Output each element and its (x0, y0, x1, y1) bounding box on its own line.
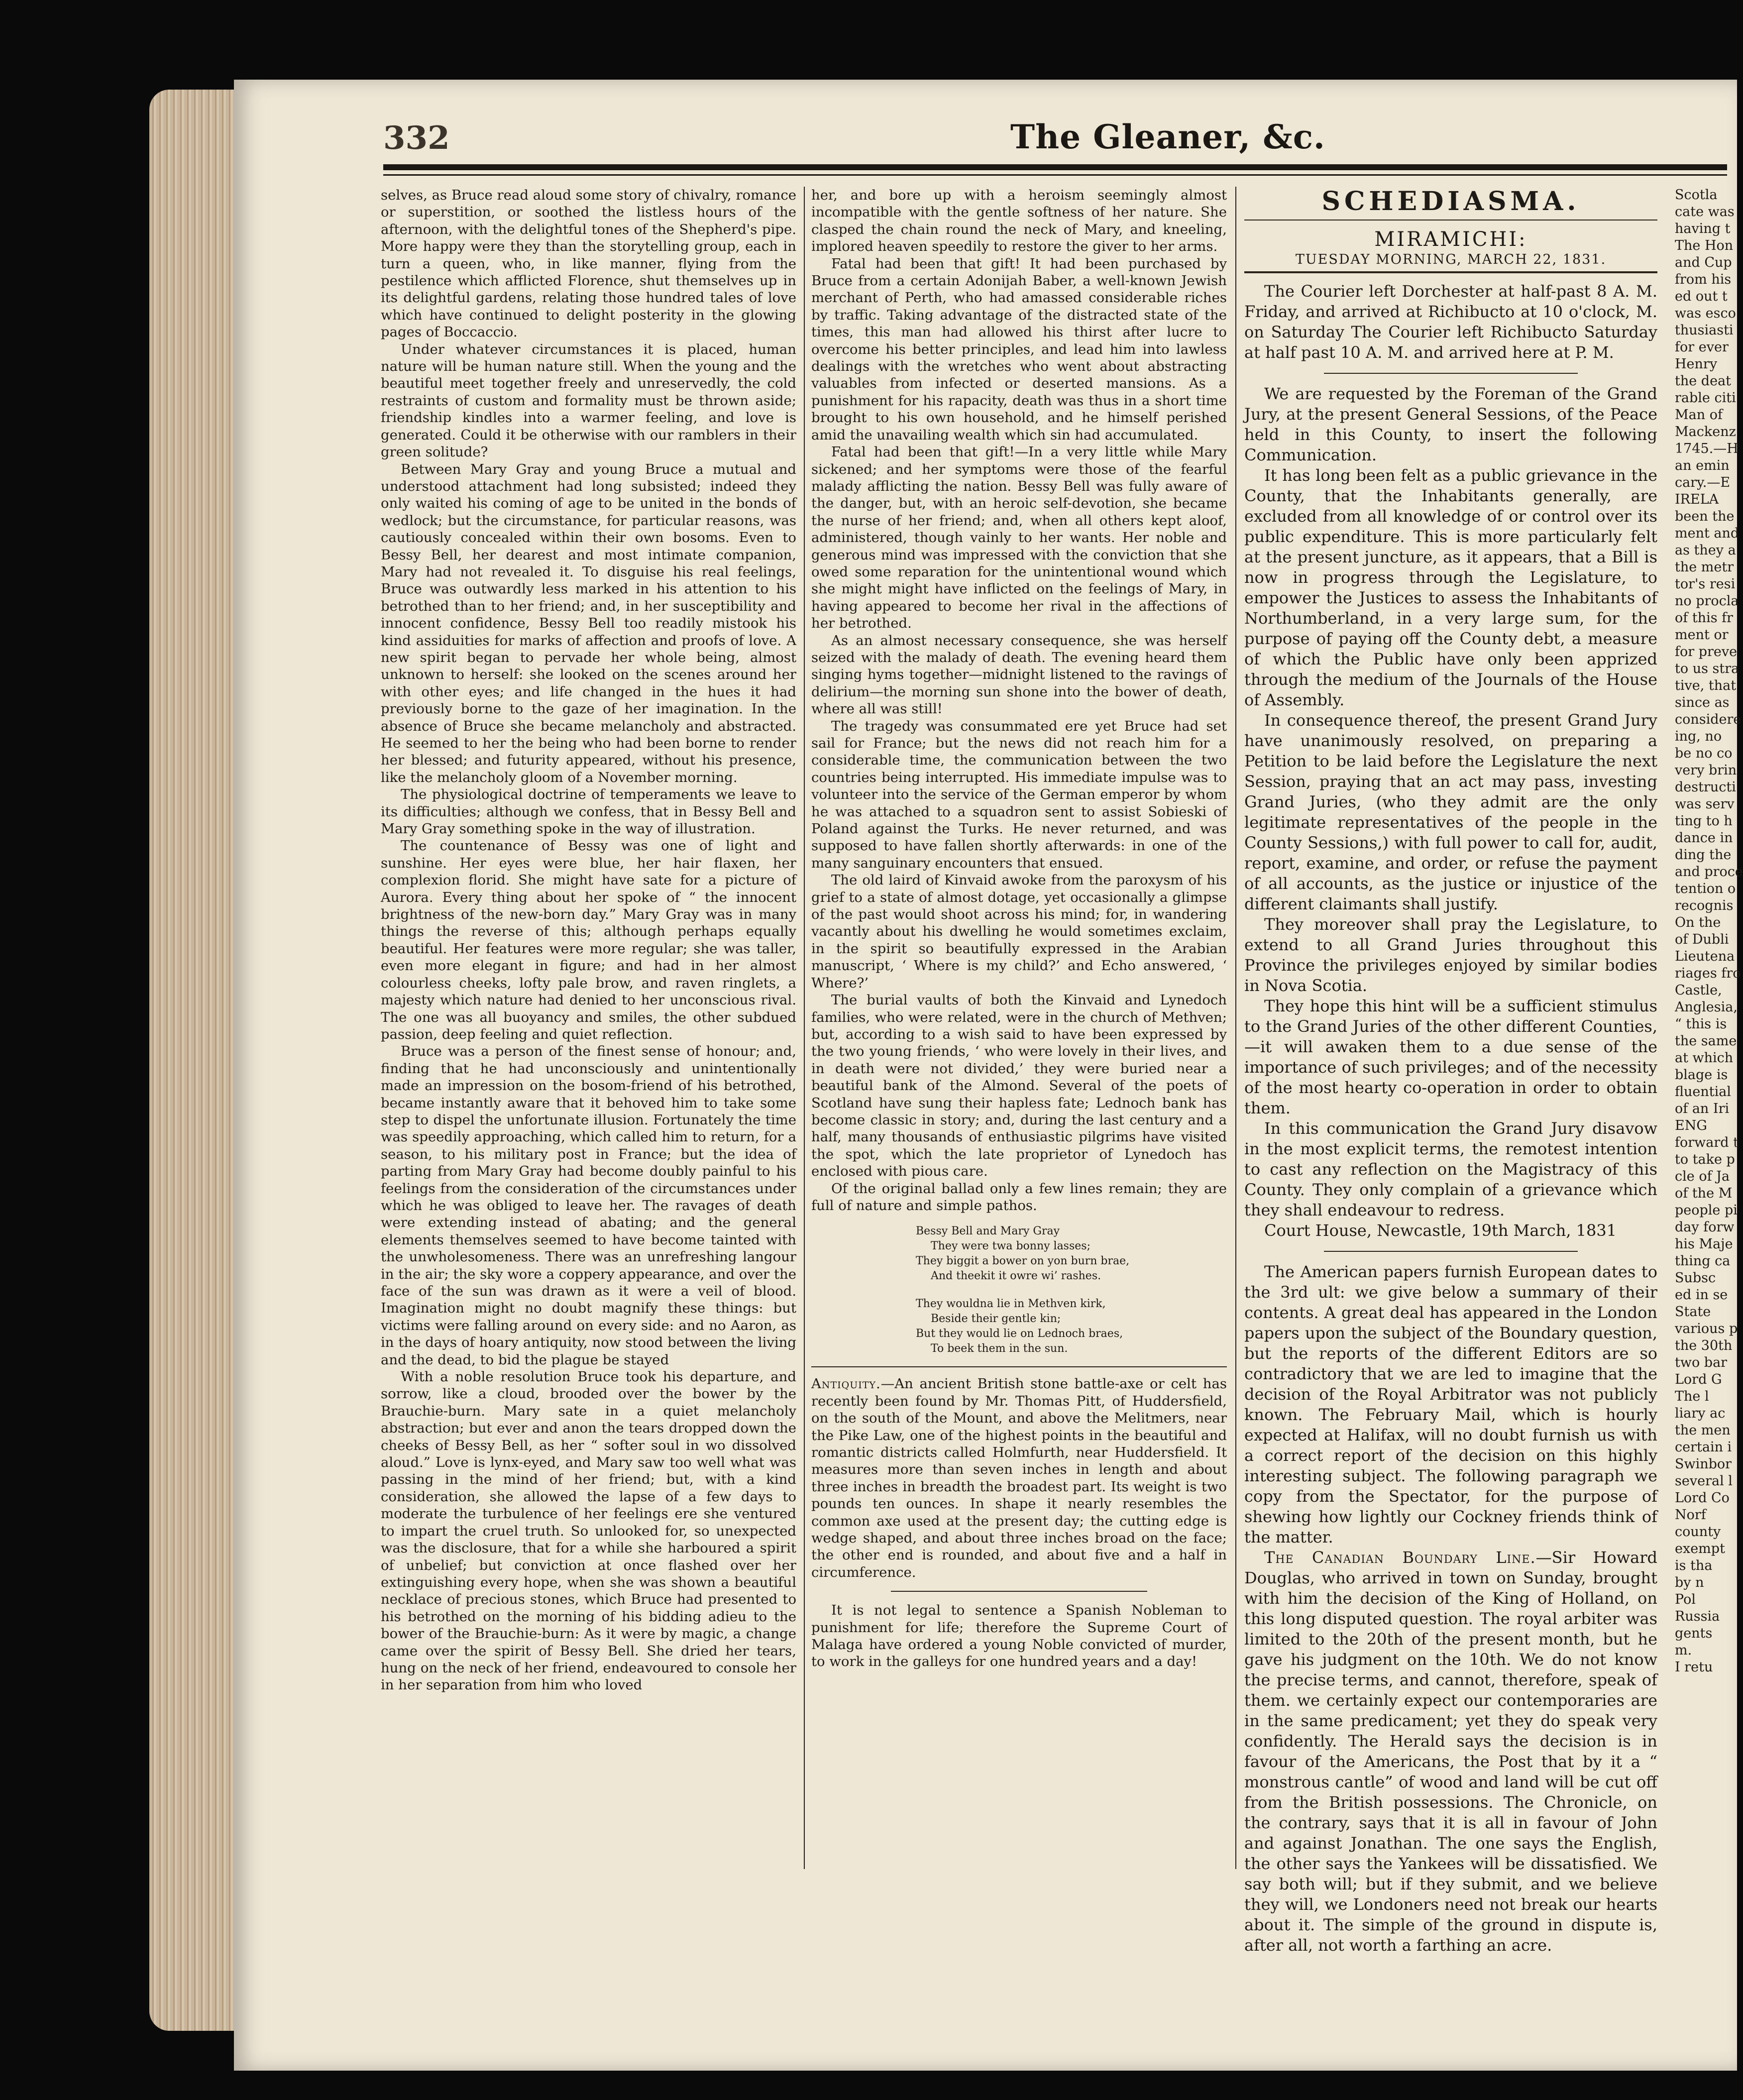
running-title: The Gleaner, &c. (1010, 117, 1325, 156)
cut-line: Lieutena (1675, 949, 1735, 964)
paragraph: Under whatever circumstances it is placed, human nature will be human nature still. When the young and the beautiful meet together freely and unreservedly, the cold restraints of custom and formality must be thrown aside; friendship kindles into a warmer feeling, and love is generated. Could it be otherwise with our ramblers in their green solitude? (381, 341, 796, 460)
cut-line: ting to h (1675, 813, 1733, 829)
cut-line: destructi (1675, 779, 1736, 795)
paragraph: As an almost necessary consequence, she was herself seized with the malady of death. The evening heard them singing hyms together—midnight listened to the ravings of delirium—the morning sun shone into the bower of death, where all was still! (811, 632, 1227, 717)
cut-line: The l (1675, 1389, 1709, 1404)
cut-line: of Dubli (1675, 932, 1729, 947)
paragraph: In consequence thereof, the present Grand Jury have unanimously resolved, on preparing a Petition to be laid before the Legislature the next Session, praying that an act may pass, investing Grand Juries, (who they admit are the only legitimate representatives of the people in the County Sessions,) with full power to call for, audit, report, examine, and order, or refuse the payment of all accounts, as the justice or injustice of the different claimants shall justify. (1244, 711, 1657, 913)
column-divider (804, 187, 805, 1869)
cut-line: is tha (1675, 1558, 1713, 1573)
cut-line: the metr (1675, 559, 1734, 575)
cut-line: On the (1675, 915, 1721, 930)
verse-line: But they would lie on Lednoch braes, (916, 1327, 1123, 1340)
column-2 (811, 187, 1227, 1670)
cut-line: Lord G (1675, 1372, 1722, 1387)
paragraph: The burial vaults of both the Kinvaid and Lynedoch families, who were related, were in the church of Methven; but, according to a wish said to have been expressed by the two young friends, ‘ who were lovely in their lives, and in death were not divided,’ they were buried near a beautiful bank of the Almond. Several of the poets of Scotland have sung their hapless fate; Lednoch bank has become classic in story; and, during the last century and a half, many thousands of enthusiastic pilgrims have visited the spot, which the late proprietor of Lynedoch has enclosed with pious care. (811, 992, 1227, 1180)
cut-line: gents (1675, 1626, 1713, 1641)
cut-line: Pol (1675, 1592, 1696, 1607)
cut-line: various p (1675, 1321, 1738, 1336)
verse-line: They wouldna lie in Methven kirk, (916, 1298, 1106, 1311)
paragraph: They moreover shall pray the Legislature, to extend to all Grand Juries throughout this Province the privileges enjoyed by similar bodies in Nova Scotia. (1244, 915, 1657, 995)
cut-line: Castle, (1675, 983, 1722, 998)
paragraph: The old laird of Kinvaid awoke from the paroxysm of his grief to a state of almost dotage, yet occasionally a glimpse of the past would shoot across his mind; for, in wandering vacantly about his dwelling he would sometimes exclaim, in the spirit so beautifully expressed in the Arabian manuscript, ‘ Where is my child?’ and Echo answered, ‘ Where?’ (811, 872, 1227, 991)
article-separator (1324, 373, 1578, 374)
cut-line: for preve (1675, 644, 1738, 660)
cut-line: no procla (1675, 593, 1739, 609)
cut-line: Man of (1675, 407, 1723, 423)
masthead-title: SCHEDIASMA. (1321, 186, 1580, 217)
cut-line: tention o (1675, 881, 1736, 896)
cut-line: ENG (1675, 1118, 1707, 1133)
cut-line: since as (1675, 695, 1730, 710)
verse-line: And theekit it owre wi’ rashes. (931, 1270, 1101, 1283)
cut-line: day forw (1675, 1219, 1735, 1235)
article-body: —Sir Howard Douglas, who arrived in town on Sunday, brought with him the decision of the King of Holland, on this long disputed question. The royal arbiter was limited to the 20th of the present month, but he gave his judgment on the 10th. We do not know the precise terms, and cannot, therefore, speak of them. we certainly expect our contemporaries are in the same predicament; yet they do speak very confidently. The Herald says the decision is in favour of the Americans, the Post that by it a “ monstrous cantle” of wood and land will be cut off from the British possessions. The Chronicle, on the contrary, says that it is all in favour of John and against Jonathan. The one says the English, the other says the Yankees will be dissatisfied. We say both will; but if they submit, and we believe they will, we Londoners need not break our hearts about it. The simple of the ground in dispute is, after all, not worth a farthing an acre. (1244, 1548, 1657, 1955)
cut-line: “ this is (1675, 1016, 1727, 1032)
cut-line: Subsc (1675, 1270, 1716, 1286)
cut-line: people pi (1675, 1203, 1738, 1218)
cut-line: recognis (1675, 898, 1734, 913)
cut-line: of an Iri (1675, 1101, 1730, 1116)
cut-line: and proce (1675, 864, 1743, 880)
header-rule-thin (383, 174, 1727, 176)
cut-line: forward t (1675, 1135, 1739, 1150)
cut-line: at which (1675, 1050, 1734, 1066)
cut-line: the men (1675, 1423, 1731, 1438)
masthead (1244, 187, 1657, 273)
cut-line: Russia (1675, 1609, 1720, 1624)
cut-line: liary ac (1675, 1406, 1726, 1421)
header-rule (383, 164, 1727, 170)
cut-line: cle of Ja (1675, 1169, 1730, 1184)
cut-line: by n (1675, 1575, 1704, 1590)
book-edge (149, 90, 244, 2031)
cut-line: ment and (1675, 526, 1740, 541)
paragraph: We are requested by the Foreman of the Grand Jury, at the present General Sessions, of the Peace held in this County, to insert the following Communication. (1244, 384, 1657, 464)
cut-line: The Hon (1675, 238, 1734, 253)
cut-line: 1745.—H (1675, 441, 1739, 456)
cut-line: been the (1675, 509, 1735, 524)
spanish-article: It is not legal to sentence a Spanish Nobleman to punishment for life; therefore the Supreme Court of Malaga have ordered a young Noble convicted of murder, to work in the galleys for one hundred years and a day! (811, 1602, 1227, 1670)
cut-line: tive, that (1675, 678, 1737, 693)
page-header (383, 114, 1727, 169)
verse-line: They were twa bonny lasses; (931, 1240, 1090, 1253)
cut-line: thing ca (1675, 1253, 1731, 1269)
cut-line: IRELA (1675, 492, 1719, 507)
paragraph: Between Mary Gray and young Bruce a mutual and understood attachment had long subsisted; indeed they only waited his coming of age to be united in the bonds of wedlock; but the circumstance, for particular reasons, was cautiously concealed within their own bosoms. Even to Bessy Bell, her dearest and most intimate companion, Mary had not revealed it. To disguise his real feelings, Bruce was outwardly less marked in his attention to his betrothed than to her friend; and, in her susceptibility and innocent confidence, Bessy Bell too readily mistook his kind assiduities for marks of affection and proofs of love. A new spirit began to pervade her whole being, almost unknown to herself: she looked on the scenes around her with other eyes; and life changed in the hues it had previously borne to the gaze of her imagination. In the absence of Bruce she became melancholy and abstracted. He seemed to her the being who had been borne to render her blessed; and futurity appeared, without his presence, like the melancholy gloom of a November morning. (381, 461, 796, 785)
cut-line: of the M (1675, 1186, 1733, 1201)
column-4-cut (1655, 187, 1743, 1676)
cut-line: the 30th (1675, 1338, 1733, 1353)
paragraph: Fatal had been that gift! It had been purchased by Bruce from a certain Adonijah Baber, a well-known Jewish merchant of Perth, who had amassed considerable riches by traffic. Taking advantage of the distracted state of the times, this man had allowed his thirst after lucre to overcome his better principles, and lead him into lawless dealings with the wretches who went about abstracting valuables from infected or deserted mansions. As a punishment for his rapacity, death was thus in a short time brought to his own household, and he himself perished amid the unavailing wealth which sin had accumulated. (811, 255, 1227, 443)
boundary-article (1244, 1547, 1657, 1956)
masthead-date: TUESDAY MORNING, MARCH 22, 1831. (1295, 252, 1607, 267)
cut-line: to take p (1675, 1152, 1735, 1167)
cut-line: ed out t (1675, 289, 1728, 304)
ballad-verse (916, 1224, 1227, 1356)
cut-line: I retu (1675, 1659, 1713, 1675)
paragraph: The countenance of Bessy was one of light and sunshine. Her eyes were blue, her hair flaxen, her complexion florid. She might have sate for a picture of Aurora. Every thing about her spoke of “ the innocent brightness of the new-born day.” Mary Gray was in many things the reverse of this; although perhaps equally beautiful. Her features were more regular; she was taller, even more elegant in figure; and had in her almost colourless cheeks, lofty pale brow, and raven ringlets, a majesty which nature had denied to her unconscious rival. The one was all buoyancy and smiles, the other subdued passion, deep feeling and quiet reflection. (381, 838, 796, 1042)
cut-line: was serv (1675, 796, 1735, 812)
section-rule (811, 1366, 1227, 1367)
column-1 (381, 187, 796, 1694)
paragraph: Of the original ballad only a few lines remain; they are full of nature and simple pathos. (811, 1180, 1227, 1214)
article-lead: Antiquity. (811, 1376, 881, 1392)
cut-line: an emin (1675, 458, 1730, 473)
cut-line: was esco (1675, 306, 1736, 321)
masthead-place: MIRAMICHI: (1374, 228, 1527, 251)
verse-line: To beek them in the sun. (931, 1342, 1068, 1355)
cut-line: Swinbor (1675, 1456, 1732, 1472)
article-body: —An ancient British stone battle-axe or celt has recently been found by Mr. Thomas Pitt, of Huddersfield, on the south of the Mount, and above the Melitmers, near the Pike Law, one of the highest points in the beautiful and romantic districts called Holmfurth, near Huddersfield. It measures more than seven inches in length and about three inches in breadth the broadest part. Its weight is two pounds ten ounces. In shape it nearly resembles the common axe used at the present day; the cutting edge is wedge shaped, and about three inches broad on the face; the other end is rounded, and about five and a half in circumference. (811, 1376, 1227, 1580)
paragraph: Bruce was a person of the finest sense of honour; and, finding that he had unconsciously and unintentionally made an impression on the bosom-friend of his betrothed, became instantly aware that it behoved him to take some step to dispel the unfortunate illusion. Fortunately the time was speedily approaching, which called him to return, for a season, to his military post in France; but the idea of parting from Mary Gray had become doubly painful to his feelings from the consideration of the circumstances under which he was obliged to leave her. The ravages of death were extending instead of abating; and the general elements themselves seemed to have become tainted with the unwholesomeness. There was an unrefreshing langour in the air; the sky wore a coppery appearance, and over the face of the sun was drawn as it were a veil of blood. Imagination might no doubt magnify these things: but victims were falling around on every side: and no Aaron, as in the days of hoary antiquity, now stood between the living and the dead, to bid the plague be stayed (381, 1043, 796, 1368)
newspaper-page (234, 80, 1743, 2071)
cut-line: the deat (1675, 373, 1732, 389)
cut-line: from his (1675, 272, 1732, 287)
cut-line: thusiasti (1675, 323, 1734, 338)
american-papers: The American papers furnish European dates to the 3rd ult: we give below a summary of their contents. A great deal has appeared in the London papers upon the subject of the Boundary question, but the reports of the different Editors are so contradictory that we are led to imagine that the decision of the Royal Arbitrator was not publicly known. The February Mail, which is hourly expected at Halifax, will no doubt furnish us with a correct report of the decision on this highly interesting subject. The following paragraph we copy from the Spectator, for the purpose of shewing how lightly our Cockney friends think of the matter. (1244, 1262, 1657, 1547)
cut-line: very brin (1675, 763, 1737, 778)
cut-line: the same (1675, 1033, 1737, 1049)
cut-line: tor's resi (1675, 576, 1736, 592)
cut-line: be no co (1675, 746, 1733, 761)
cut-line: ing, no (1675, 729, 1722, 744)
cut-line: of this fr (1675, 610, 1734, 626)
cut-line: Mackenz (1675, 424, 1736, 440)
paragraph: With a noble resolution Bruce took his departure, and sorrow, like a cloud, brooded over the bower by the Brauchie-burn. Mary sate in a quiet melancholy abstraction; but ever and anon the tears dropped down the cheeks of Bessy Bell, as her “ softer soul in wo dissolved aloud.” Love is lynx-eyed, and Mary saw too well what was passing in the mind of her friend; but, with a kind consideration, she allowed the lapse of a few days to moderate the turbulence of her feelings ere she ventured to impart the cruel truth. So unlooked for, so unexpected was the disclosure, that for a while she harboured a spirit of unbelief; but conviction at once flashed over her extinguishing every hope, when she was shown a beautiful necklace of precious stones, which Bruce had presented to his betrothed on the morning of his bidding adieu to the bower of the Brauchie-burn: As it were by magic, a change came over the spirit of Bessy Bell. She dried her tears, hung on the neck of her friend, endeavoured to console her in her separation from him who loved (381, 1369, 796, 1693)
paragraph: They hope this hint will be a sufficient stimulus to the Grand Juries of the other different Counties,—it will awaken them to a due sense of the importance of such privileges; and of the necessity of the most hearty co-operation in order to obtain them. (1244, 996, 1657, 1117)
article-separator (1324, 1251, 1578, 1252)
cut-line: riages fro (1675, 966, 1741, 981)
cut-line: for ever (1675, 339, 1729, 355)
cut-line: two bar (1675, 1355, 1728, 1370)
column-3 (1244, 187, 1657, 1956)
article-lead: The Canadian Boundary Line. (1264, 1548, 1536, 1567)
verse-line: Beside their gentle kin; (931, 1313, 1061, 1326)
signoff: Court House, Newcastle, 19th March, 1831 (1264, 1221, 1617, 1240)
cut-line: as they a (1675, 543, 1736, 558)
cut-line: Lord Co (1675, 1490, 1730, 1506)
cut-line: cate was (1675, 204, 1735, 220)
cut-line: county (1675, 1524, 1721, 1540)
paragraph: In this communication the Grand Jury disavow in the most explicit terms, the remotest intention to cast any reflection on the Magistracy of this County. They only complain of a grievance which they shall endeavour to redress. (1244, 1119, 1657, 1219)
cut-line: his Maje (1675, 1236, 1733, 1252)
cut-line: Norf (1675, 1507, 1706, 1523)
page-number: 332 (383, 119, 450, 157)
cut-line: blage is (1675, 1067, 1728, 1083)
cut-line: dance in (1675, 830, 1733, 846)
cut-line: rable citi (1675, 390, 1736, 406)
cut-line: cary.—E (1675, 475, 1731, 490)
cut-line: certain i (1675, 1439, 1732, 1455)
paragraph: The physiological doctrine of temperaments we leave to its difficulties; although we confess, that in Bessy Bell and Mary Gray something spoke in the way of illustration. (381, 786, 796, 837)
paragraph: The tragedy was consummated ere yet Bruce had set sail for France; but the news did not reach him for a considerable time, the communication between the two countries being interrupted. His immediate impulse was to volunteer into the service of the German emperor by whom he was attached to a squadron sent to assist Sobieski of Poland against the Turks. He never returned, and was supposed to have fallen shortly afterwards: in one of the many sanguinary encounters that ensued. (811, 718, 1227, 871)
cut-line: Henry (1675, 356, 1718, 372)
column-divider (1235, 187, 1236, 1869)
paragraph: her, and bore up with a heroism seemingly almost incompatible with the gentle softness of her nature. She clasped the chain round the neck of Mary, and kneeling, implored heaven speedily to restore the giver to her arms. (811, 187, 1227, 255)
antiquity-article (811, 1375, 1227, 1581)
cut-line: fluential (1675, 1084, 1731, 1100)
cut-line: several l (1675, 1473, 1733, 1489)
verse-line: They biggit a bower on yon burn brae, (916, 1255, 1130, 1268)
cut-line: Scotla (1675, 187, 1718, 203)
cut-line: m. (1675, 1643, 1692, 1658)
cut-line: and Cup (1675, 255, 1732, 270)
cut-line: exempt (1675, 1541, 1725, 1556)
cut-line: ding the (1675, 847, 1732, 863)
article-separator (891, 1591, 1147, 1592)
cut-line: ment or (1675, 627, 1729, 643)
paragraph: It has long been felt as a public grievance in the County, that the Inhabitants generally, are excluded from all knowledge of or control over its public expenditure. This is more particularly felt at the present juncture, as it appears, that a Bill is now in progress through the Legislature, to empower the Justices to assess the Inhabitants of Northumberland, in a very large sum, for the purpose of paying off the County debt, a measure of which the Public have only been apprized through the medium of the Journals of the House of Assembly. (1244, 466, 1657, 709)
cut-line: ed in se (1675, 1287, 1728, 1303)
cut-line: State (1675, 1304, 1711, 1320)
cut-line: considere (1675, 712, 1742, 727)
cut-line: to us stra (1675, 661, 1740, 676)
cut-line: Anglesia, (1675, 999, 1738, 1015)
cut-line: having t (1675, 221, 1731, 236)
paragraph: selves, as Bruce read aloud some story of chivalry, romance or superstition, or soothed the listless hours of the afternoon, with the delightful tones of the Shepherd's pipe. More happy were they than the storytelling group, each in turn a queen, who, in like manner, flying from the pestilence which afflicted Florence, shut themselves up in its delightful gardens, relating those hundred tales of love which have continued to delight posterity in the glowing pages of Boccaccio. (381, 187, 796, 340)
paragraph: Fatal had been that gift!—In a very little while Mary sickened; and her symptoms were those of the fearful malady afflicting the nation. Bessy Bell was fully aware of the danger, but, with an heroic self-devotion, she became the nurse of her friend; and, when all others kept aloof, administered, though vainly to her wants. Her noble and generous mind was impressed with the conviction that she owed some reparation for the unintentional wound which she might might have inflicted on the feelings of Mary, in having appeared to become her rival in the affections of her betrothed. (811, 444, 1227, 632)
verse-line: Bessy Bell and Mary Gray (916, 1225, 1060, 1238)
courier-notice: The Courier left Dorchester at half-past 8 A. M. Friday, and arrived at Richibucto at 10 o'clock, M. on Saturday The Courier left Richibucto Saturday at half past 10 A. M. and arrived here at P. M. (1244, 282, 1657, 362)
